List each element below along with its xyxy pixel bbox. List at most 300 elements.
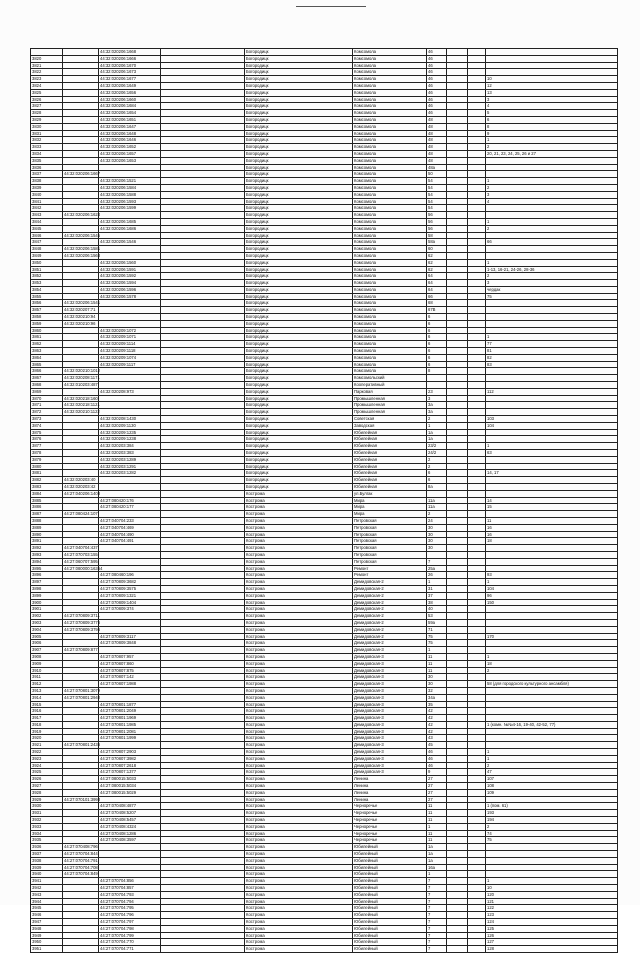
blank-cell	[161, 89, 245, 96]
table-row	[31, 69, 618, 76]
table-row	[31, 715, 618, 722]
city-cell: Богородицк	[245, 314, 353, 321]
city-cell: Богородицк	[245, 246, 353, 253]
city-cell: Богородицк	[245, 341, 353, 348]
street-cell: Комсомола	[353, 96, 427, 103]
parcel-number-cell: 44:32:020207:71	[63, 307, 99, 314]
city-cell: Богородицк	[245, 96, 353, 103]
house-cell: 27	[427, 796, 447, 803]
house-cell: 64	[427, 280, 447, 287]
parcel-number-cell	[63, 388, 99, 395]
object-number-cell: 44:32:020206:1666	[99, 55, 161, 62]
object-number-cell: 44:32:020206:1596	[99, 286, 161, 293]
table-row	[31, 789, 618, 796]
letter-cell	[468, 585, 486, 592]
house-cell: 56	[427, 218, 447, 225]
city-cell: Кострома	[245, 728, 353, 735]
apartment-cell	[486, 327, 618, 334]
parcel-number-cell	[63, 592, 99, 599]
street-cell: Черноречье	[353, 823, 427, 830]
street-cell: Комсомола	[353, 273, 427, 280]
object-number-cell: 44:32:020206:1685	[99, 218, 161, 225]
object-number-cell: 44:32:020206:1660	[99, 96, 161, 103]
apartment-cell	[486, 640, 618, 647]
building-cell	[447, 470, 468, 477]
apartment-cell: 112	[486, 388, 618, 395]
city-cell: Кострома	[245, 912, 353, 919]
house-cell: 7	[427, 932, 447, 939]
apartment-cell: 2	[486, 762, 618, 769]
blank-cell	[161, 939, 245, 946]
apartment-cell	[486, 252, 618, 259]
city-cell: Кострома	[245, 735, 353, 742]
row-number-cell: 3946	[31, 912, 63, 919]
apartment-cell	[486, 742, 618, 749]
letter-cell	[468, 375, 486, 382]
object-number-cell	[99, 402, 161, 409]
building-cell	[447, 885, 468, 892]
object-number-cell	[99, 171, 161, 178]
house-cell	[427, 551, 447, 558]
row-number-cell: 3927	[31, 783, 63, 790]
building-cell	[447, 497, 468, 504]
row-number-cell: 3900	[31, 599, 63, 606]
table-row	[31, 497, 618, 504]
city-cell: Богородицк	[245, 49, 353, 56]
blank-cell	[161, 477, 245, 484]
house-cell: 7	[427, 925, 447, 932]
row-number-cell: 3889	[31, 524, 63, 531]
table-row	[31, 422, 618, 429]
building-cell	[447, 368, 468, 375]
building-cell	[447, 116, 468, 123]
building-cell	[447, 912, 468, 919]
row-number-cell: 3897	[31, 579, 63, 586]
row-number-cell: 3854	[31, 286, 63, 293]
table-row	[31, 776, 618, 783]
row-number-cell: 3913	[31, 687, 63, 694]
house-cell: 62	[427, 266, 447, 273]
street-cell: Демидовская-3	[353, 742, 427, 749]
city-cell: Богородицк	[245, 409, 353, 416]
table-row	[31, 667, 618, 674]
row-number-cell: 3941	[31, 878, 63, 885]
house-cell: 30	[427, 681, 447, 688]
city-cell: Кострома	[245, 687, 353, 694]
apartment-cell	[486, 708, 618, 715]
building-cell	[447, 762, 468, 769]
parcel-number-cell	[63, 504, 99, 511]
apartment-cell	[486, 382, 618, 389]
parcel-number-cell: 44:27:070408:796	[64, 844, 98, 850]
building-cell	[447, 110, 468, 117]
house-cell: 6	[427, 470, 447, 477]
street-cell: Ленина	[353, 783, 427, 790]
building-cell	[447, 667, 468, 674]
table-row	[31, 844, 618, 851]
apartment-cell	[486, 368, 618, 375]
street-cell: Мира	[353, 504, 427, 511]
apartment-cell: 16	[486, 531, 618, 538]
row-number-cell: 3940	[31, 871, 63, 878]
blank-cell	[161, 300, 245, 307]
letter-cell	[468, 755, 486, 762]
street-cell: Комсомола	[353, 232, 427, 239]
building-cell	[447, 653, 468, 660]
street-cell: Кооперативный	[353, 382, 427, 389]
table-row	[31, 857, 618, 864]
object-number-cell	[99, 212, 161, 219]
parcel-number-cell	[63, 803, 99, 810]
table-row	[31, 490, 618, 497]
object-number-cell: 44:32:020206:1546	[99, 239, 161, 246]
parcel-number-cell	[63, 354, 99, 361]
street-cell: Комсомола	[353, 198, 427, 205]
letter-cell	[468, 89, 486, 96]
city-cell: Кострома	[245, 817, 353, 824]
letter-cell	[468, 545, 486, 552]
row-number-cell: 3846	[31, 232, 63, 239]
letter-cell	[468, 946, 486, 953]
apartment-cell: 1	[486, 878, 618, 885]
building-cell	[447, 76, 468, 83]
house-cell: 6	[427, 361, 447, 368]
row-number-cell: 3880	[31, 463, 63, 470]
blank-cell	[161, 885, 245, 892]
object-number-cell: 44:32:020206:1560	[99, 259, 161, 266]
row-number-cell: 3841	[31, 198, 63, 205]
street-cell: Советская	[353, 416, 427, 423]
street-cell: Черноречье	[353, 817, 427, 824]
table-row	[31, 925, 618, 932]
row-number-cell: 3898	[31, 585, 63, 592]
parcel-number-cell: 44:32:020206:1563	[64, 252, 101, 258]
apartment-cell: 10	[486, 885, 618, 892]
table-row	[31, 674, 618, 681]
city-cell: Кострома	[245, 946, 353, 953]
letter-cell	[468, 687, 486, 694]
street-cell: Комсомола	[353, 164, 427, 171]
city-cell: Кострома	[245, 823, 353, 830]
building-cell	[447, 803, 468, 810]
apartment-cell: 124	[486, 919, 618, 926]
street-cell: Демидовская-2	[353, 592, 427, 599]
street-cell: Юбилейный	[353, 844, 427, 851]
row-number-cell: 3837	[31, 171, 63, 178]
street-cell: Демидовская-2	[353, 599, 427, 606]
letter-cell	[468, 504, 486, 511]
object-number-cell: 44:32:020209:1072	[99, 327, 161, 334]
object-number-cell: 44:27:070704:796	[99, 912, 161, 919]
object-number-cell: 44:27:080420:177	[99, 504, 161, 511]
parcel-number-cell: 44:27:070809:3796	[64, 626, 101, 632]
blank-cell	[161, 687, 245, 694]
letter-cell	[468, 110, 486, 117]
apartment-cell: 15	[486, 504, 618, 511]
table-row	[31, 565, 618, 572]
house-cell: 46	[427, 49, 447, 56]
row-number-cell: 3917	[31, 715, 63, 722]
object-number-cell: 44:27:070704:770	[99, 939, 161, 946]
parcel-number-cell	[63, 531, 99, 538]
street-cell: Юбилейный	[353, 925, 427, 932]
table-row	[31, 116, 618, 123]
blank-cell	[161, 150, 245, 157]
apartment-cell: 75	[486, 837, 618, 844]
building-cell	[447, 103, 468, 110]
blank-cell	[161, 157, 245, 164]
city-cell: Богородицк	[245, 280, 353, 287]
building-cell	[447, 266, 468, 273]
blank-cell	[161, 878, 245, 885]
city-cell: Кострома	[245, 538, 353, 545]
building-cell	[447, 246, 468, 253]
blank-cell	[161, 49, 245, 56]
parcel-number-cell	[63, 837, 99, 844]
building-cell	[447, 123, 468, 130]
house-cell: 45	[427, 742, 447, 749]
building-cell	[447, 708, 468, 715]
apartment-cell: 6	[486, 116, 618, 123]
building-cell	[447, 293, 468, 300]
apartment-cell: 16	[486, 524, 618, 531]
letter-cell	[468, 619, 486, 626]
building-cell	[447, 647, 468, 654]
street-cell: Юбилейный	[353, 878, 427, 885]
house-cell: 42	[427, 728, 447, 735]
city-cell: Богородицк	[245, 89, 353, 96]
street-cell: Комсомола	[353, 123, 427, 130]
table-row	[31, 293, 618, 300]
letter-cell	[468, 239, 486, 246]
parcel-number-cell	[63, 178, 99, 185]
building-cell	[447, 402, 468, 409]
object-number-cell: 44:27:070801:1969	[99, 715, 161, 722]
street-cell: Юбилейная	[353, 450, 427, 457]
object-number-cell: 44:27:070704:857	[99, 885, 161, 892]
object-number-cell: 44:32:020206:1686	[99, 225, 161, 232]
object-number-cell: 44:27:070704:799	[99, 932, 161, 939]
parcel-number-cell	[63, 259, 99, 266]
row-number-cell: 3831	[31, 130, 63, 137]
parcel-number-cell	[63, 653, 99, 660]
parcel-number-cell	[63, 715, 99, 722]
blank-cell	[161, 212, 245, 219]
city-cell: Кострома	[245, 871, 353, 878]
table-row	[31, 300, 618, 307]
letter-cell	[468, 606, 486, 613]
apartment-cell	[486, 375, 618, 382]
city-cell: Богородицк	[245, 225, 353, 232]
letter-cell	[468, 851, 486, 858]
parcel-number-cell	[63, 280, 99, 287]
apartment-cell	[486, 463, 618, 470]
parcel-number-cell: 44:32:020208:1171	[64, 375, 100, 381]
letter-cell	[468, 762, 486, 769]
object-number-cell	[99, 551, 161, 558]
house-cell: 11	[427, 667, 447, 674]
house-cell: 75	[427, 640, 447, 647]
apartment-cell: 12	[486, 82, 618, 89]
blank-cell	[161, 225, 245, 232]
city-cell: Богородицк	[245, 429, 353, 436]
street-cell: Петровская	[353, 558, 427, 565]
blank-cell	[161, 517, 245, 524]
apartment-cell	[486, 864, 618, 871]
object-number-cell: 44:27:070704:771	[99, 946, 161, 953]
building-cell	[447, 307, 468, 314]
blank-cell	[161, 497, 245, 504]
blank-cell	[161, 164, 245, 171]
row-number-cell: 3892	[31, 545, 63, 552]
row-number-cell: 3922	[31, 749, 63, 756]
object-number-cell: 44:32:020206:1670	[99, 62, 161, 69]
house-cell: 75	[427, 633, 447, 640]
street-cell: Промышленная	[353, 409, 427, 416]
row-number-cell: 3916	[31, 708, 63, 715]
letter-cell	[468, 205, 486, 212]
table-row	[31, 932, 618, 939]
city-cell: Богородицк	[245, 368, 353, 375]
apartment-cell	[486, 701, 618, 708]
table-row	[31, 599, 618, 606]
building-cell	[447, 565, 468, 572]
street-cell: Мира	[353, 511, 427, 518]
row-number-cell: 3852	[31, 273, 63, 280]
object-number-cell: 44:27:070704:856	[99, 878, 161, 885]
house-cell: 48	[427, 144, 447, 151]
apartment-cell: 5	[486, 110, 618, 117]
city-cell: Богородицк	[245, 178, 353, 185]
blank-cell	[161, 728, 245, 735]
letter-cell	[468, 898, 486, 905]
table-row	[31, 572, 618, 579]
street-cell: Демидовская-3	[353, 735, 427, 742]
blank-cell	[161, 891, 245, 898]
table-row	[31, 484, 618, 491]
row-number-cell: 3847	[31, 239, 63, 246]
object-number-cell	[99, 232, 161, 239]
street-cell: Демидовская-2	[353, 613, 427, 620]
apartment-cell: 1	[486, 178, 618, 185]
blank-cell	[161, 681, 245, 688]
building-cell	[447, 382, 468, 389]
apartment-cell: 2	[486, 225, 618, 232]
row-number-cell: 3840	[31, 191, 63, 198]
street-cell: Комсомола	[353, 55, 427, 62]
apartment-cell	[486, 55, 618, 62]
street-cell: Юбилейный	[353, 898, 427, 905]
parcel-number-cell: 44:27:070801:2436	[64, 742, 101, 748]
apartment-cell	[486, 314, 618, 321]
register-table	[30, 48, 618, 953]
house-cell: 46	[427, 62, 447, 69]
building-cell	[447, 946, 468, 953]
house-cell: 30	[427, 674, 447, 681]
table-row	[31, 232, 618, 239]
object-number-cell	[99, 558, 161, 565]
house-cell: 2	[427, 456, 447, 463]
table-row	[31, 694, 618, 701]
object-number-cell	[99, 864, 161, 871]
row-number-cell: 3829	[31, 116, 63, 123]
city-cell: Кострома	[245, 524, 353, 531]
blank-cell	[161, 375, 245, 382]
object-number-cell: 44:27:070704:793	[99, 891, 161, 898]
letter-cell	[468, 789, 486, 796]
parcel-number-cell	[63, 69, 99, 76]
building-cell	[447, 531, 468, 538]
apartment-cell: 1 (пом. 61)	[486, 803, 618, 810]
object-number-cell	[99, 796, 161, 803]
house-cell: 25a	[427, 565, 447, 572]
street-cell: Комсомола	[353, 286, 427, 293]
parcel-number-cell	[63, 470, 99, 477]
building-cell	[447, 871, 468, 878]
blank-cell	[161, 55, 245, 62]
row-number-cell: 3926	[31, 776, 63, 783]
object-number-cell: 44:32:020206:1654	[99, 110, 161, 117]
parcel-number-cell	[63, 123, 99, 130]
parcel-number-cell	[63, 436, 99, 443]
row-number-cell: 3912	[31, 681, 63, 688]
blank-cell	[161, 837, 245, 844]
object-number-cell: 44:32:020206:1584	[99, 184, 161, 191]
street-cell: Петровская	[353, 524, 427, 531]
table-row	[31, 762, 618, 769]
letter-cell	[468, 477, 486, 484]
object-number-cell	[99, 246, 161, 253]
row-number-cell: 3951	[31, 946, 63, 953]
house-cell: 71	[427, 626, 447, 633]
table-row	[31, 551, 618, 558]
table-row	[31, 320, 618, 327]
object-number-cell: 44:27:070704:795	[99, 905, 161, 912]
city-cell: Кострома	[245, 898, 353, 905]
apartment-cell	[486, 619, 618, 626]
street-cell: Юбилейная	[353, 456, 427, 463]
object-number-cell: 44:32:020209:1117	[99, 361, 161, 368]
parcel-number-cell	[63, 898, 99, 905]
house-cell: 32	[427, 687, 447, 694]
object-number-cell: 44:27:070807:1988	[99, 681, 161, 688]
object-number-cell: 44:32:020209:1071	[99, 334, 161, 341]
letter-cell	[468, 436, 486, 443]
object-number-cell: 44:32:020203:1291	[99, 463, 161, 470]
blank-cell	[161, 742, 245, 749]
parcel-number-cell	[63, 538, 99, 545]
city-cell: Кострома	[245, 579, 353, 586]
letter-cell	[468, 171, 486, 178]
city-cell: Богородицк	[245, 69, 353, 76]
parcel-number-cell: 44:27:070809:3776	[64, 619, 101, 625]
object-number-cell	[99, 871, 161, 878]
blank-cell	[161, 558, 245, 565]
row-number-cell: 3820	[31, 55, 63, 62]
street-cell: Комсомола	[353, 266, 427, 273]
blank-cell	[161, 606, 245, 613]
house-cell: 6	[427, 348, 447, 355]
apartment-cell: 3	[486, 191, 618, 198]
row-number-cell: 3848	[31, 246, 63, 253]
object-number-cell	[99, 694, 161, 701]
building-cell	[447, 429, 468, 436]
row-number-cell: 3936	[31, 844, 63, 851]
row-number-cell: 3935	[31, 837, 63, 844]
building-cell	[447, 456, 468, 463]
apartment-cell: 18	[486, 538, 618, 545]
house-cell: 46	[427, 103, 447, 110]
